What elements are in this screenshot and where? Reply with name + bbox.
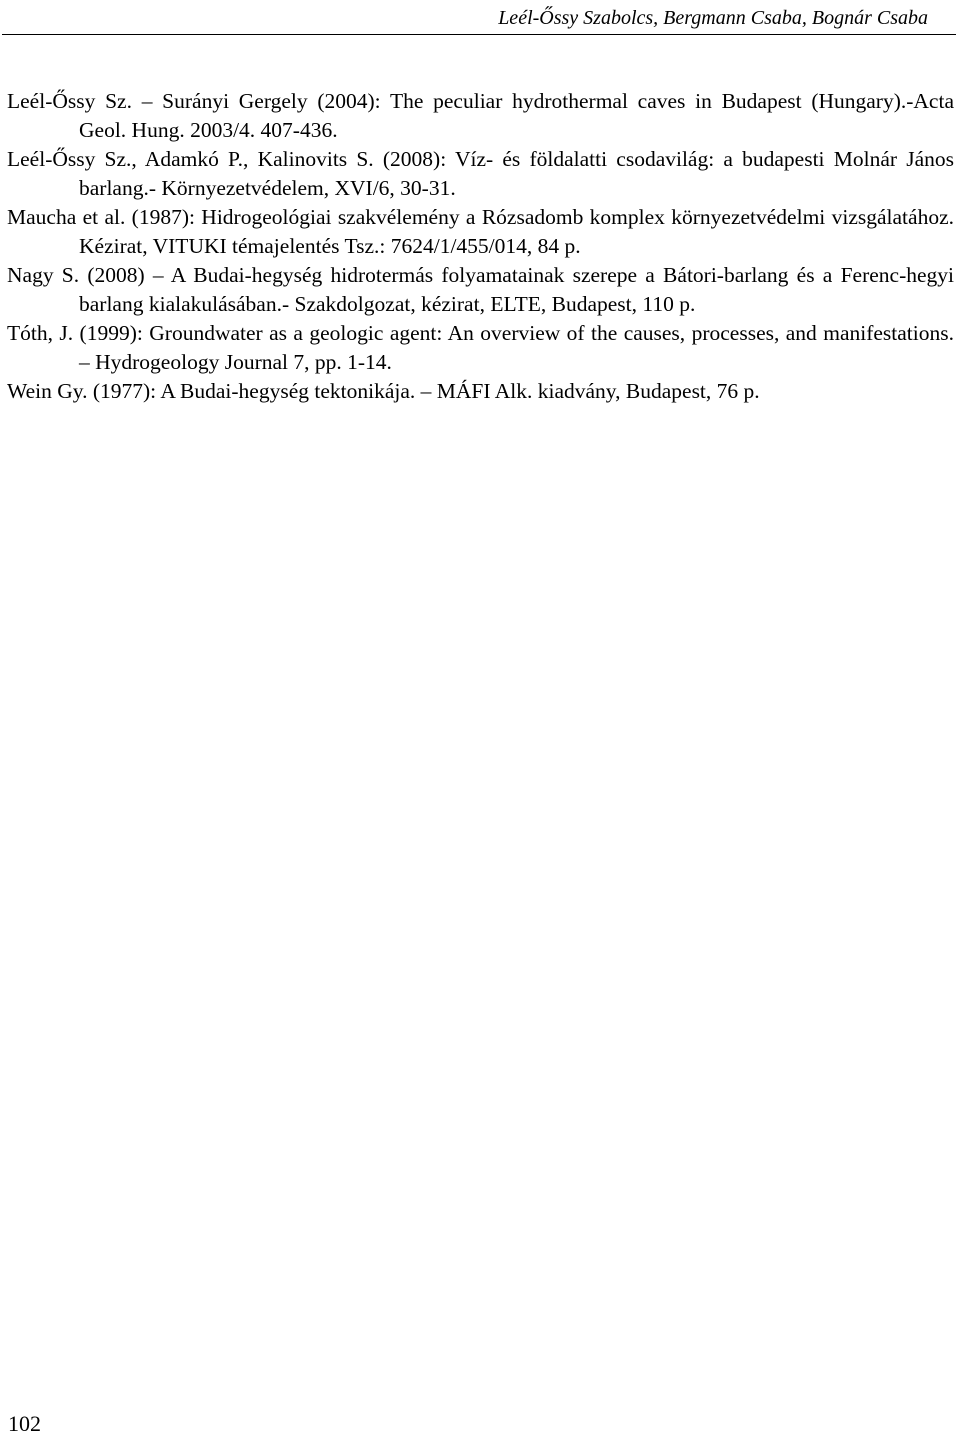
running-header: Leél-Őssy Szabolcs, Bergmann Csaba, Bognár Csaba <box>498 7 928 29</box>
reference-entry-nagy: Nagy S. (2008) – A Budai-hegység hidrotermás folyamatainak szerepe a Bátori-barlang és a Ferenc-hegyi barlang kialakulásában.- Szakdolgozat, kézirat, ELTE, Budapest, 110 p. <box>7 263 954 316</box>
reference-entry-leel-ossy-suranyi: Leél-Őssy Sz. – Surányi Gergely (2004): The peculiar hydrothermal caves in Budapest (Hungary).-Acta Geol. Hung. 2003/4. 407-436. <box>7 89 954 142</box>
reference-entry-leel-ossy-adamko: Leél-Őssy Sz., Adamkó P., Kalinovits S. (2008): Víz- és földalatti csodavilág: a budapesti Molnár János barlang.- Környezetvédelem, XVI/6, 30-31. <box>7 147 954 200</box>
reference-entry-wein: Wein Gy. (1977): A Budai-hegység tektonikája. – MÁFI Alk. kiadvány, Budapest, 76 p. <box>7 379 760 403</box>
header-rule <box>2 34 956 35</box>
reference-entry-maucha: Maucha et al. (1987): Hidrogeológiai szakvélemény a Rózsadomb komplex környezetvédelmi vizsgálatához. Kézirat, VITUKI témajelentés Tsz.: 7624/1/455/014, 84 p. <box>7 205 954 258</box>
page-number: 102 <box>8 1411 41 1436</box>
reference-entry-toth: Tóth, J. (1999): Groundwater as a geologic agent: An overview of the causes, processes, and manifestations. – Hydrogeology Journal 7, pp. 1-14. <box>7 321 954 374</box>
reference-list <box>7 87 954 406</box>
